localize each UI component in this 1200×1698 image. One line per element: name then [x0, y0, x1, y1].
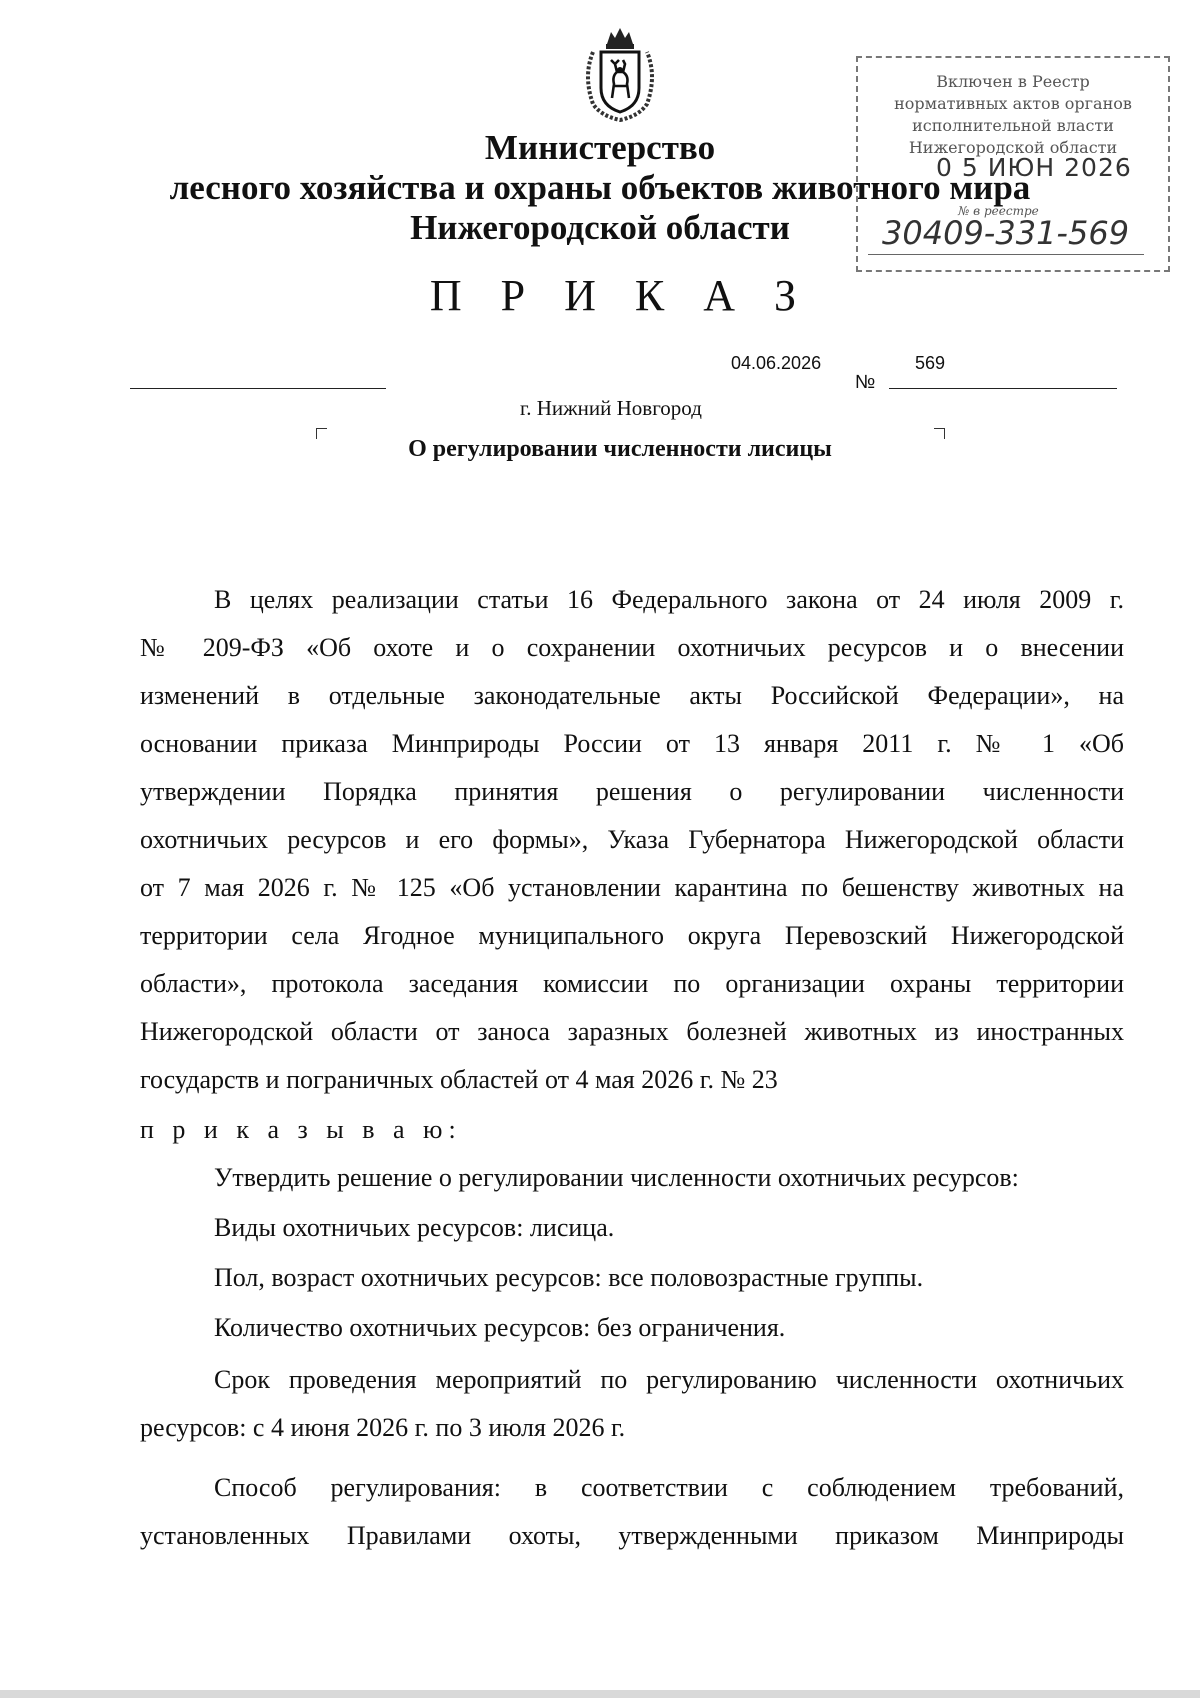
preamble-line: Нижегородской области от заноса заразных болезней животных из иностранных: [140, 1017, 1124, 1046]
preamble-line: территории села Ягодное муниципального округа Перевозский Нижегородской: [140, 921, 1124, 950]
document-type-title: П Р И К А З: [429, 271, 811, 320]
org-name-line1: Министерство: [484, 128, 716, 167]
city-label: г. Нижний Новгород: [520, 396, 702, 420]
number-underline: [889, 388, 1117, 389]
order-item-6-line: Способ регулирования: в соответствии с соблюдением требований,: [214, 1473, 1124, 1502]
preamble-line: государств и пограничных областей от 4 мая 2026 г. № 23: [140, 1065, 778, 1094]
registry-stamp: [856, 56, 1170, 272]
stamp-registry-label: № в реестре: [958, 204, 1039, 218]
stamp-line1: Включен в Реестр: [936, 72, 1090, 91]
preamble-paragraph: [140, 576, 1124, 1104]
scan-bottom-edge: [0, 1690, 1200, 1698]
preamble-line: основании приказа Минприроды России от 13 января 2011 г. № 1 «Об: [140, 729, 1124, 758]
document-subject: О регулировании численности лисицы: [408, 436, 832, 462]
preamble-line: В целях реализации статьи 16 Федерального закона от 24 июля 2009 г.: [214, 585, 1124, 614]
stamp-line3: исполнительной власти: [912, 116, 1114, 135]
order-item-5-line: Срок проведения мероприятий по регулированию численности охотничьих: [214, 1365, 1124, 1394]
stamp-date: 0 5 ИЮН 2026: [936, 153, 1132, 182]
stamp-registry-number: 30409-331-569: [882, 214, 1130, 252]
date-underline: [130, 388, 386, 389]
order-word: п р и к а з ы в а ю:: [140, 1115, 462, 1144]
document-body: [140, 576, 1124, 1676]
preamble-line: изменений в отдельные законодательные акты Российской Федерации», на: [140, 681, 1124, 710]
preamble-line: охотничьих ресурсов и его формы», Указа Губернатора Нижегородской области: [140, 825, 1124, 854]
document-date: 04.06.2026: [731, 353, 822, 373]
org-name-line2: лесного хозяйства и охраны объектов животного мира: [169, 168, 1031, 207]
preamble-line: от 7 мая 2026 г. № 125 «Об установлении карантина по бешенству животных на: [140, 873, 1124, 902]
stamp-line4: Нижегородской области: [908, 138, 1118, 157]
preamble-line: области», протокола заседания комиссии по организации охраны территории: [140, 969, 1124, 998]
order-item-6-line: установленных Правилами охоты, утвержденными приказом Минприроды: [140, 1521, 1124, 1550]
order-item-6: [140, 1464, 1124, 1560]
number-sign: №: [855, 372, 876, 393]
preamble-line: утверждении Порядка принятия решения о регулировании численности: [140, 777, 1124, 806]
stamp-underline: [868, 254, 1144, 255]
order-item-2: Виды охотничьих ресурсов: лисица.: [214, 1213, 615, 1242]
order-item-4: Количество охотничьих ресурсов: без ограничения.: [214, 1313, 786, 1342]
document-number: 569: [915, 353, 946, 373]
preamble-line: № 209-ФЗ «Об охоте и о сохранении охотничьих ресурсов и о внесении: [140, 633, 1124, 662]
coat-of-arms-emblem: [579, 26, 661, 122]
order-item-5-line: ресурсов: с 4 июня 2026 г. по 3 июля 2026 г.: [140, 1413, 626, 1442]
order-item-5: [140, 1356, 1124, 1452]
stamp-line2: нормативных актов органов: [894, 94, 1132, 113]
order-item-3: Пол, возраст охотничьих ресурсов: все половозрастные группы.: [214, 1263, 924, 1292]
org-name-line3: Нижегородской области: [410, 208, 790, 247]
order-item-1: Утвердить решение о регулировании численности охотничьих ресурсов:: [214, 1163, 1019, 1192]
